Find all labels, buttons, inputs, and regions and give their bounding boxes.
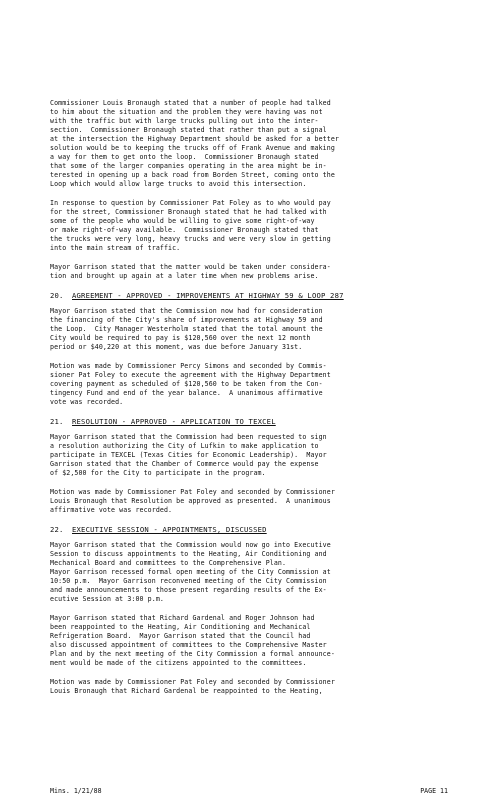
paragraph: Mayor Garrison stated that the Commission had been requested to sign a resolution authorizing the City of Lufkin to make application to participate in TEXCEL (Texas Cities for Economic Leadership). Mayor Garrison stated that the Chamber of Commerce would pay the expense of $2,500 for the City to participate in the program. xyxy=(50,433,327,477)
section-number: 22. xyxy=(50,525,64,534)
section-heading xyxy=(50,291,448,300)
section-21 xyxy=(50,417,448,515)
footer-date: Mins. 1/21/88 xyxy=(50,787,102,795)
section-20 xyxy=(50,291,448,407)
section-title: EXECUTIVE SESSION - APPOINTMENTS, DISCUSSED xyxy=(72,525,267,534)
paragraph: Motion was made by Commissioner Percy Simons and seconded by Commis- sioner Pat Foley to execute the agreement with the Highway Department covering payment as scheduled of $120,560 to be taken from the Con- tingency Fund and end of the year balance. A unanimous affirmative vote was recorded. xyxy=(50,362,331,406)
page-number: PAGE 11 xyxy=(420,787,448,795)
section-22 xyxy=(50,525,448,696)
paragraph: Mayor Garrison stated that the matter would be taken under considera- tion and brought up again at a later time when new problems arise. xyxy=(50,263,331,280)
section-title: RESOLUTION - APPROVED - APPLICATION TO TEXCEL xyxy=(72,417,276,426)
minutes-body xyxy=(50,99,448,706)
paragraph: Commissioner Louis Bronaugh stated that a number of people had talked to him about the situation and the problem they were having was not with the traffic but with large trucks pulling out into the inter- section. Commissioner Bronaugh stated that rather than put a signal at the intersection the Highway Department should be asked for a better solution would be to keeping the trucks off of Frank Avenue and making a way for them to get onto the loop. Commissioner Bronaugh stated that some of the larger companies operating in the area might be in- terested in opening up a back road from Borden Street, coming onto the Loop which would allow large trucks to avoid this intersection. xyxy=(50,99,339,188)
paragraph: Mayor Garrison stated that Richard Gardenal and Roger Johnson had been reappointed to the Heating, Air Conditioning and Mechanical Refrigeration Board. Mayor Garrison stated that the Council had also discussed appointment of committees to the Comprehensive Master Plan and by the next meeting of the City Commission a formal announce- ment would be made of the citizens appointed to the committees. xyxy=(50,614,335,667)
section-heading xyxy=(50,417,448,426)
section-number: 20. xyxy=(50,291,64,300)
paragraph: Motion was made by Commissioner Pat Foley and seconded by Commissioner Louis Bronaugh that Resolution be approved as presented. A unanimous affirmative vote was recorded. xyxy=(50,488,335,514)
paragraph: In response to question by Commissioner Pat Foley as to who would pay for the street, Commissioner Bronaugh stated that he had talked with some of the people who would be willing to give some right-of-way or make right-of-way available. Commissioner Bronaugh stated that the trucks were very long, heavy trucks and were very slow in getting into the main stream of traffic. xyxy=(50,199,331,252)
page-footer xyxy=(50,787,448,796)
paragraph: Mayor Garrison stated that the Commission now had for consideration the financing of the City's share of improvements at Highway 59 and the Loop. City Manager Westerholm stated that the total amount the City would be required to pay is $120,560 over the next 12 month period or $40,220 at this moment, was due before January 31st. xyxy=(50,307,323,351)
paragraph: Mayor Garrison stated that the Commission would now go into Executive Session to discuss appointments to the Heating, Air Conditioning and Mechanical Board and committees to the Comprehensive Plan. Mayor Garrison recessed formal open meeting of the City Commission at 10:50 p.m. Mayor Garrison reconvened meeting of the City Commission and made announcements to those present regarding results of the Ex- ecutive Session at 3:00 p.m. xyxy=(50,541,331,603)
paragraph: Motion was made by Commissioner Pat Foley and seconded by Commissioner Louis Bronaugh that Richard Gardenal be reappointed to the Heating, xyxy=(50,678,335,695)
section-heading xyxy=(50,525,448,534)
section-title: AGREEMENT - APPROVED - IMPROVEMENTS AT HIGHWAY 59 & LOOP 287 xyxy=(72,291,344,300)
section-number: 21. xyxy=(50,417,64,426)
